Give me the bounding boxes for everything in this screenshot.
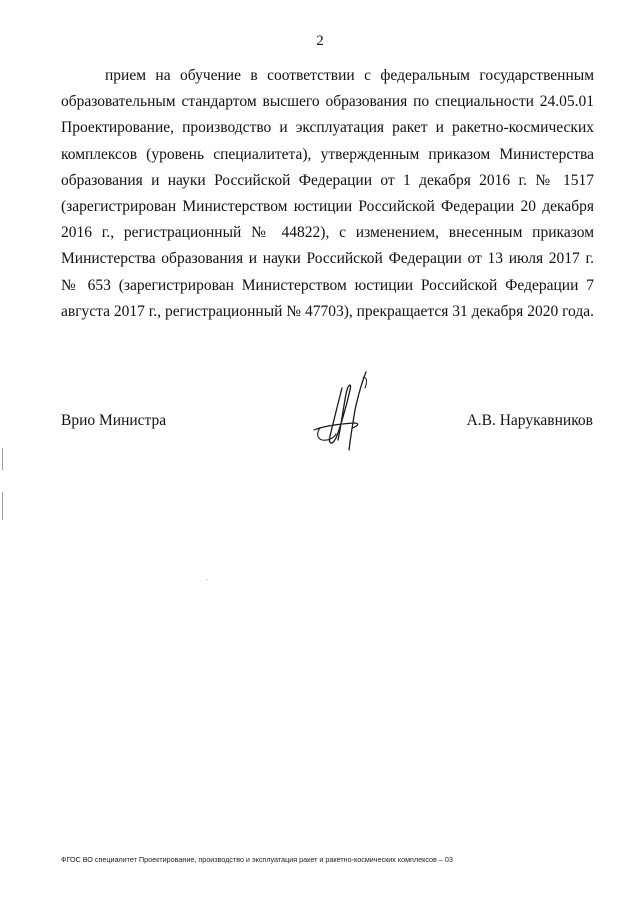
document-footer: ФГОС ВО специалитет Проектирование, производство и эксплуатация ракет и ракетно-космических комплексов – 03	[61, 855, 453, 864]
body-paragraph: прием на обучение в соответствии с федеральным государственным образовательным стандартом высшего образования по специальности 24.05.01 Проектирование, производство и эксплуатация ракет и ракетно-космических комплексов (уровень специалитета), утвержденным приказом Министерства образования и науки Российской Федерации от 1 декабря 2016 г. № 1517 (зарегистрирован Министерством юстиции Российской Федерации 20 декабря 2016 г., регистрационный № 44822), с изменением, внесенным приказом Министерства образования и науки Российской Федерации от 13 июля 2017 г. № 653 (зарегистрирован Министерством юстиции Российской Федерации 7 августа 2017 г., регистрационный № 47703), прекращается 31 декабря 2020 года.	[61, 67, 594, 320]
signatory-name: А.В. Нарукавников	[466, 412, 593, 429]
scan-edge-mark	[2, 448, 3, 470]
page-number: 2	[316, 33, 324, 49]
scan-edge-mark	[2, 492, 3, 520]
signatory-title: Врио Министра	[61, 412, 167, 429]
handwritten-signature	[308, 368, 388, 458]
scan-speck	[207, 579, 208, 580]
